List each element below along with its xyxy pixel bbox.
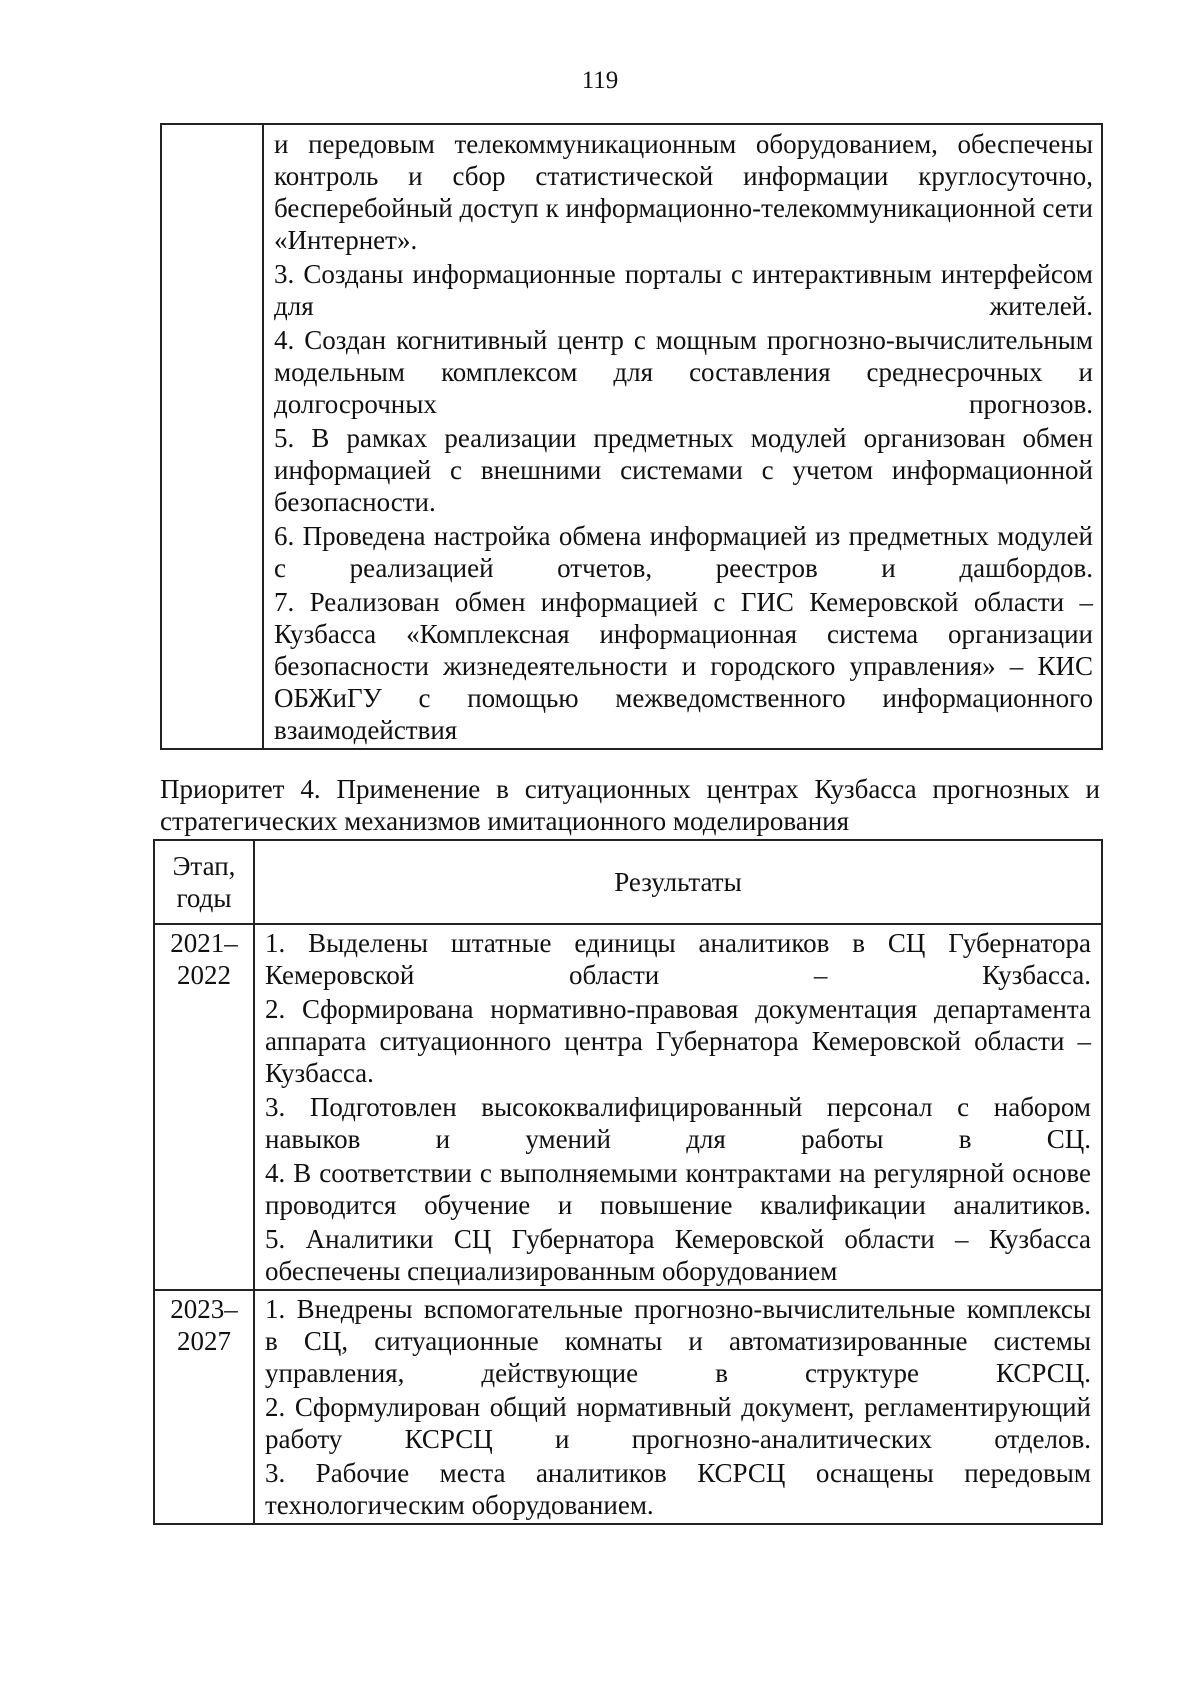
stage-cell: 2021– 2022	[154, 924, 254, 1290]
table-row	[161, 124, 1102, 749]
result-item: 5. В рамках реализации предметных модулей организован обмен информацией с внешними системами с учетом информационной безопасности.	[274, 423, 1093, 517]
result-item: 4. Создан когнитивный центр с мощным прогнозно-вычислительным модельным комплексом для составления среднесрочных и долгосрочных прогнозов.	[274, 325, 1093, 419]
result-item: 2. Сформулирован общий нормативный документ, регламентирующий работу КСРСЦ и прогнозно-аналитических отделов.	[265, 1392, 1091, 1454]
table-row	[154, 1290, 1102, 1524]
results-cell	[254, 1290, 1102, 1524]
result-item: 3. Подготовлен высококвалифицированный персонал с набором навыков и умений для работы в СЦ.	[265, 1092, 1091, 1154]
continuation-table	[160, 123, 1103, 750]
result-item: 2. Сформирована нормативно-правовая документация департамента аппарата ситуационного центра Губернатора Кемеровской области – Кузбасса.	[265, 994, 1091, 1088]
stage-cell: 2023– 2027	[154, 1290, 254, 1524]
priority-heading: Приоритет 4. Применение в ситуационных центрах Кузбасса прогнозных и стратегических механизмов имитационного моделирования	[160, 774, 1100, 836]
result-item: и передовым телекоммуникационным оборудованием, обеспечены контроль и сбор статистической информации круглосуточно, бесперебойный доступ к информационно-телекоммуникационной сети «Интернет».	[274, 129, 1093, 255]
result-item: 1. Выделены штатные единицы аналитиков в СЦ Губернатора Кемеровской области – Кузбасса.	[265, 928, 1091, 990]
results-cell	[263, 124, 1102, 749]
page-number: 119	[581, 67, 619, 94]
results-header: Результаты	[254, 840, 1102, 924]
result-item: 7. Реализован обмен информацией с ГИС Кемеровской области – Кузбасса «Комплексная информационная система организации безопасности жизнедеятельности и городского управления» – КИС ОБЖиГУ с помощью межведомственного информационного взаимодействия	[274, 587, 1093, 745]
table-header-row	[154, 840, 1102, 924]
result-item: 5. Аналитики СЦ Губернатора Кемеровской области – Кузбасса обеспечены специализированным оборудованием	[265, 1224, 1091, 1286]
result-item: 3. Рабочие места аналитиков КСРСЦ оснащены передовым технологическим оборудованием.	[265, 1458, 1091, 1520]
result-item: 3. Созданы информационные порталы с интерактивным интерфейсом для жителей.	[274, 259, 1093, 321]
stage-header: Этап, годы	[154, 840, 254, 924]
result-item: 1. Внедрены вспомогательные прогнозно-вычислительные комплексы в СЦ, ситуационные комнаты и автоматизированные системы управления, действующие в структуре КСРСЦ.	[265, 1294, 1091, 1388]
table-row	[154, 924, 1102, 1290]
result-item: 4. В соответствии с выполняемыми контрактами на регулярной основе проводится обучение и повышение квалификации аналитиков.	[265, 1158, 1091, 1220]
result-item: 6. Проведена настройка обмена информацией из предметных модулей с реализацией отчетов, реестров и дашбордов.	[274, 521, 1093, 583]
stage-cell-empty	[161, 124, 263, 749]
results-cell	[254, 924, 1102, 1290]
priority-results-table	[153, 839, 1103, 1525]
